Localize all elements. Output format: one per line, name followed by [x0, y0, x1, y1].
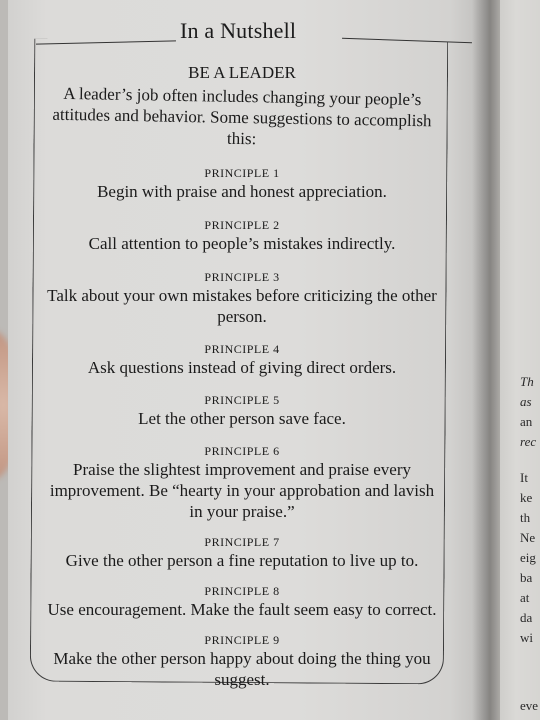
principle-8 [42, 583, 442, 620]
summary-content [42, 62, 442, 690]
principle-text: Let the other person save face. [138, 409, 346, 428]
principle-text: Make the other person happy about doing the thing you suggest. [53, 649, 431, 689]
principle-label: PRINCIPLE 2 [204, 218, 280, 232]
principle-6 [42, 443, 442, 522]
right-page-fragment: It [520, 470, 528, 485]
principle-7 [42, 534, 442, 571]
principle-text: Talk about your own mistakes before criticizing the other person. [47, 286, 437, 326]
right-page-fragment: wi [520, 630, 533, 645]
principle-text: Call attention to people’s mistakes indirectly. [88, 234, 396, 253]
principle-label: PRINCIPLE 5 [204, 393, 280, 407]
right-page-fragment: eig [520, 550, 536, 565]
principle-text: Praise the slightest improvement and praise every improvement. Be “hearty in your approbation and lavish in your praise.” [49, 460, 435, 521]
principle-text: Give the other person a fine reputation to live up to. [65, 551, 419, 570]
right-page-fragment: ke [520, 490, 533, 505]
principle-3 [42, 269, 442, 327]
principle-label: PRINCIPLE 1 [204, 166, 280, 180]
right-page-fragment: Th [520, 374, 534, 389]
principle-1 [42, 165, 442, 202]
section-title: BE A LEADER [188, 63, 296, 82]
principle-label: PRINCIPLE 9 [204, 633, 280, 647]
right-page-fragment: eve [520, 698, 539, 713]
right-page-fragment: ba [520, 570, 533, 585]
right-page-fragment: as [520, 394, 532, 409]
right-page-fragment: an [520, 414, 533, 429]
principle-text: Ask questions instead of giving direct orders. [87, 358, 397, 377]
principle-label: PRINCIPLE 8 [204, 584, 280, 598]
principle-text: Begin with praise and honest appreciation. [97, 182, 387, 201]
right-page-fragment: da [520, 610, 533, 625]
right-page-fragment: Ne [520, 530, 536, 545]
principle-label: PRINCIPLE 4 [204, 342, 280, 356]
principle-text: Use encouragement. Make the fault seem easy to correct. [47, 600, 437, 619]
principle-9 [42, 632, 442, 690]
right-page-fragment: th [520, 510, 531, 525]
principle-4 [42, 341, 442, 378]
page-title: In a Nutshell [180, 18, 297, 43]
section-intro: A leader’s job often includes changing your people’s attitudes and behavior. Some suggestions to accomplish this: [52, 83, 432, 149]
book-page-right [500, 0, 540, 720]
principle-2 [42, 217, 442, 254]
right-page-fragment: rec [520, 434, 537, 449]
principle-5 [42, 392, 442, 429]
principle-label: PRINCIPLE 7 [204, 535, 280, 549]
right-page-fragment: at [520, 590, 530, 605]
principle-label: PRINCIPLE 3 [204, 270, 280, 284]
principle-label: PRINCIPLE 6 [204, 444, 280, 458]
